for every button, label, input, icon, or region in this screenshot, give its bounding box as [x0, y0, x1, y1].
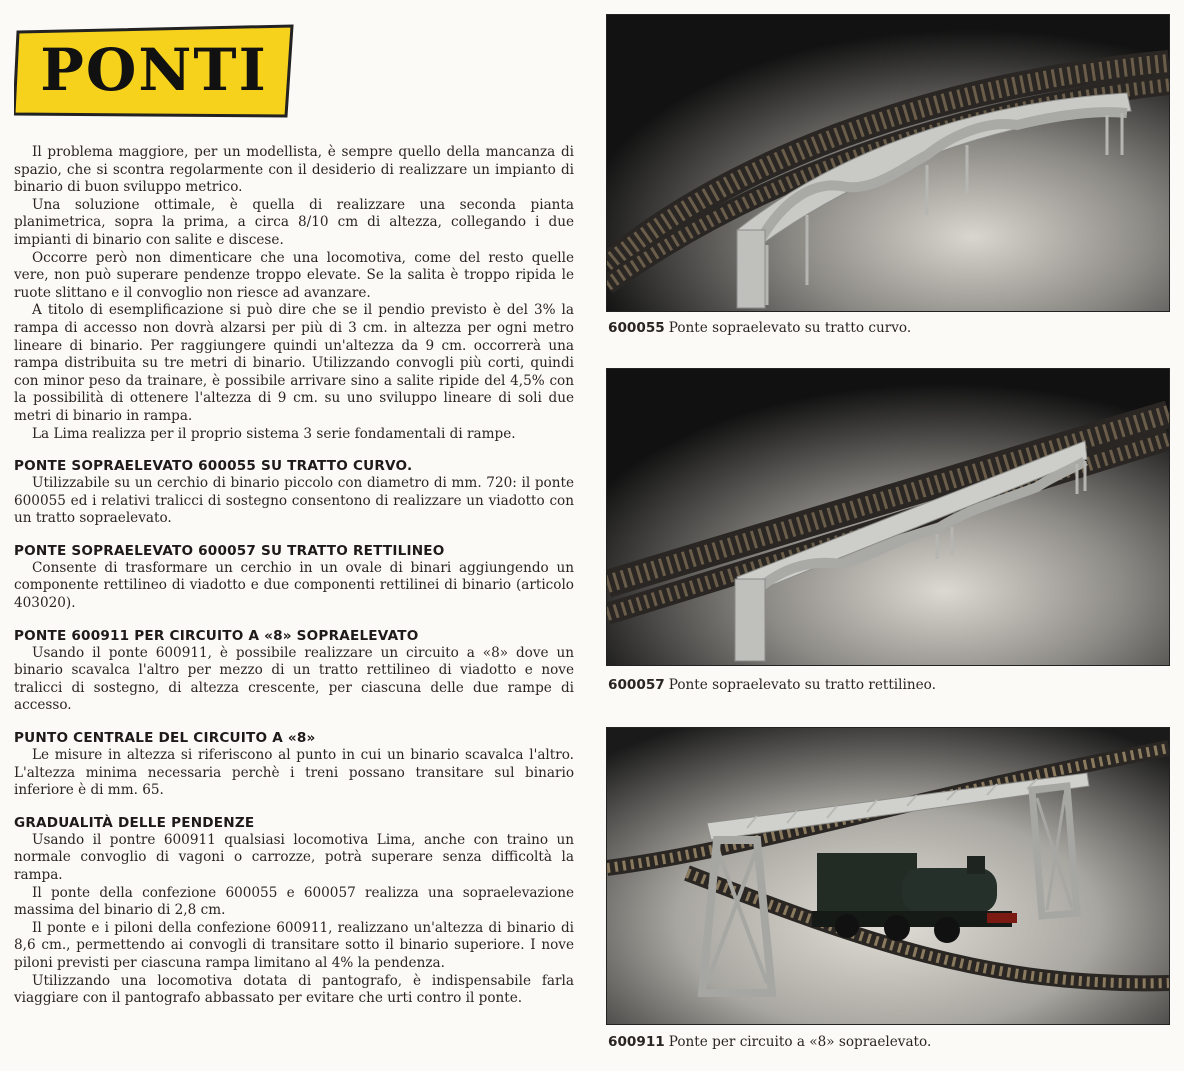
caption-text: Ponte sopraelevato su tratto curvo. — [668, 320, 912, 336]
caption-text: Ponte per circuito a «8» sopraelevato. — [668, 1034, 932, 1050]
intro-paragraph: La Lima realizza per il proprio sistema 3 serie fondamentali di rampe. — [32, 425, 516, 442]
intro-paragraph: Il problema maggiore, per un modellista, è sempre quello della mancanza di spazio, che si scontra regolarmente con il desiderio di realizzare un impianto di binario di buon sviluppo metrico. — [14, 144, 574, 196]
figure-caption — [608, 1034, 931, 1050]
curved-viaduct-photo — [606, 14, 1170, 312]
section-paragraph: Usando il ponte 600911, è possibile realizzare un circuito a «8» dove un binario scavalca l'altro per mezzo di un tratto rettilineo di viadotto e nove tralicci di sostegno, di altezza crescente, per ciascuna delle due rampe di accesso. — [14, 644, 574, 714]
figure-caption — [608, 320, 911, 336]
section-600057 — [14, 542, 574, 613]
article-body — [14, 144, 574, 1008]
section-heading: GRADUALITÀ DELLE PENDENZE — [14, 814, 255, 831]
page-title: PONTI — [40, 36, 268, 104]
intro-paragraph: A titolo di esemplificazione si può dire che se il pendio previsto è del 3% la rampa di accesso non dovrà alzarsi per più di 3 cm. in altezza per ogni metro lineare di binario. Per raggiungere quindi un'altezza da 9 cm. occorrerà una rampa distribuita su tre metri di binario. Utilizzando convogli più corti, quindi con minor peso da trainare, è possibile arrivare sino a salite ripide del 4,5% con la possibilità di ottenere l'altezza di 9 cm. su uno sviluppo lineare di soli due metri di binario in rampa. — [14, 302, 574, 424]
section-600911 — [14, 627, 574, 715]
section-heading: PONTE SOPRAELEVATO 600055 SU TRATTO CURVO. — [14, 458, 413, 475]
section-heading: PONTE SOPRAELEVATO 600057 SU TRATTO RETTILINEO — [14, 542, 445, 559]
section-paragraph: Usando il pontre 600911 qualsiasi locomotiva Lima, anche con traino un normale convoglio di vagoni o carrozze, potrà superare senza difficoltà la rampa. — [14, 831, 574, 883]
section-paragraph: Utilizzabile su un cerchio di binario piccolo con diametro di mm. 720: il ponte 600055 ed i relativi tralicci di sostegno consentono di realizzare un viadotto con un tratto sopraelevato. — [14, 475, 574, 527]
section-600055 — [14, 457, 574, 528]
product-code: 600055 — [608, 320, 665, 336]
section-paragraph: Le misure in altezza si riferiscono al punto in cui un binario scavalca l'altro. L'altezza minima necessaria perchè i treni possano transitare sul binario inferiore è di mm. 65. — [14, 747, 574, 799]
section-heading: PUNTO CENTRALE DEL CIRCUITO A «8» — [14, 730, 316, 747]
section-gradients — [14, 814, 574, 1008]
section-paragraph: Utilizzando una locomotiva dotata di pantografo, è indispensabile farla viaggiare con il pantografo abbassato per evitare che urti contro il ponte. — [14, 972, 574, 1007]
figure-eight-bridge-photo — [606, 727, 1170, 1025]
section-central-point — [14, 729, 574, 800]
straight-viaduct-photo — [606, 368, 1170, 666]
section-paragraph: Il ponte della confezione 600055 e 600057 realizza una sopraelevazione massima del binario di 2,8 cm. — [14, 884, 574, 919]
caption-text: Ponte sopraelevato su tratto rettilineo. — [668, 677, 936, 693]
figure-caption — [608, 677, 936, 693]
section-heading: PONTE 600911 PER CIRCUITO A «8» SOPRAELEVATO — [14, 627, 419, 644]
section-paragraph: Il ponte e i piloni della confezione 600911, realizzano un'altezza di binario di 8,6 cm., permettendo ai convogli di transitare sotto il binario superiore. I nove piloni previsti per ciascuna rampa limitano al 4% la pendenza. — [14, 919, 574, 971]
intro — [14, 144, 574, 443]
intro-paragraph: Una soluzione ottimale, è quella di realizzare una seconda pianta planimetrica, sopra la prima, a circa 8/10 cm di altezza, collegando i due impianti di binario con salite e discese. — [14, 196, 574, 248]
section-paragraph: Consente di trasformare un cerchio in un ovale di binari aggiungendo un componente rettilineo di viadotto e due componenti rettilinei di binario (articolo 403020). — [14, 559, 574, 612]
intro-paragraph: Occorre però non dimenticare che una locomotiva, come del resto quelle vere, non può superare pendenze troppo elevate. Se la salita è troppo ripida le ruote slittano e il convoglio non riesce ad avanzare. — [14, 249, 574, 301]
product-code: 600911 — [608, 1034, 665, 1050]
product-code: 600057 — [608, 677, 665, 693]
title-badge — [14, 24, 294, 120]
